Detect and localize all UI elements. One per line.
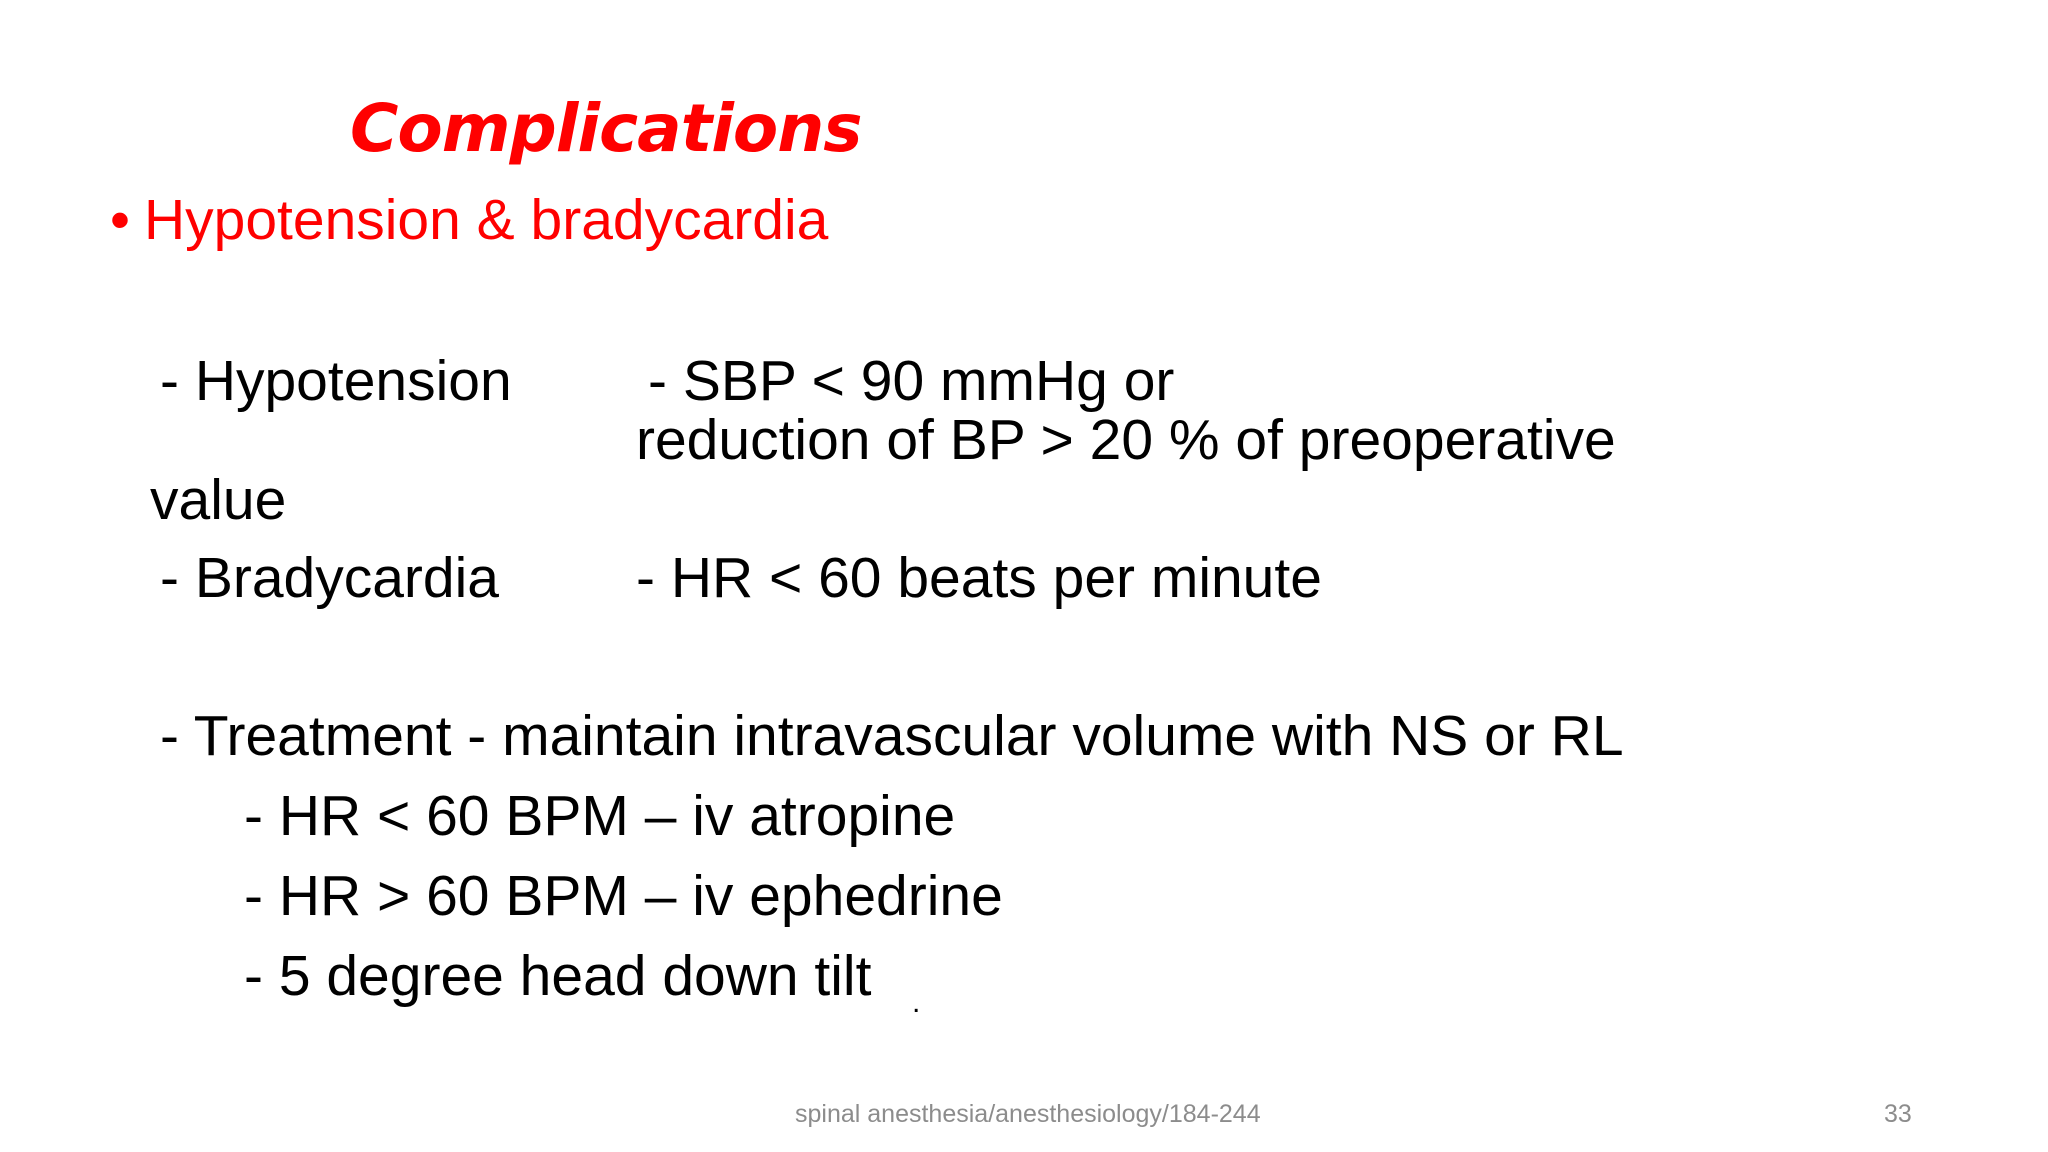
hypotension-definition-line-1: - SBP < 90 mmHg or [648,349,1175,413]
hypotension-label: - Hypotension [160,349,512,413]
hypotension-definition-line-2: reduction of BP > 20 % of preoperative [636,408,1616,472]
slide-number: 33 [1884,1100,1912,1128]
treatment-item: - HR > 60 BPM – iv ephedrine [244,864,1003,928]
hypotension-definition-line-3: value [150,468,287,532]
bradycardia-definition: - HR < 60 beats per minute [636,546,1322,610]
treatment-item: - HR < 60 BPM – iv atropine [244,784,956,848]
footer-source: spinal anesthesia/anesthesiology/184-244 [795,1100,1261,1128]
trailing-mark: . [912,986,921,1019]
treatment-item: - 5 degree head down tilt [244,944,872,1008]
bullet-text: Hypotension & bradycardia [143,188,829,252]
bradycardia-label: - Bradycardia [160,546,499,610]
bullet-marker: • [110,188,130,252]
treatment-heading: - Treatment - maintain intravascular volume with NS or RL [160,704,1624,768]
bullet-item [110,188,829,252]
slide-title: Complications [350,90,862,167]
